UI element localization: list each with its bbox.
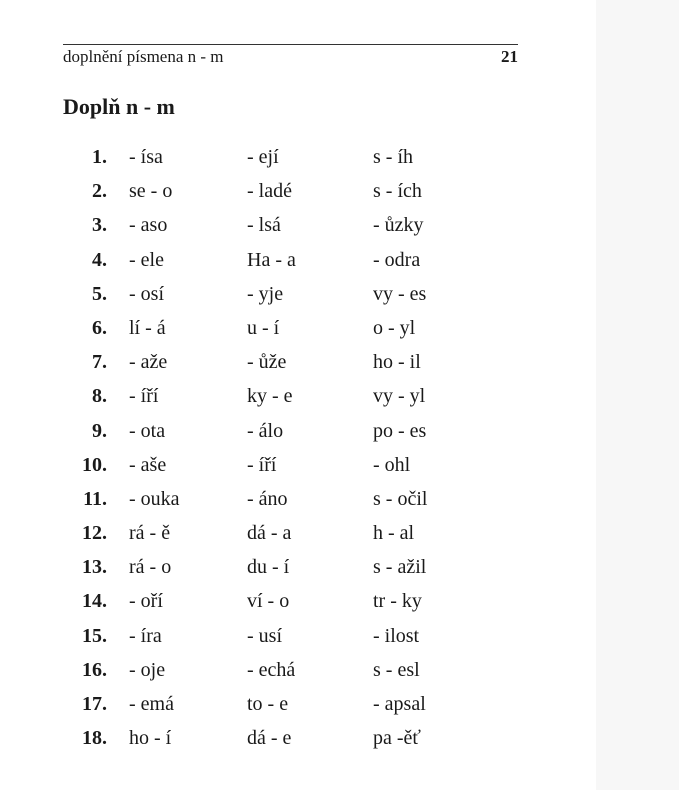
word-col-2: - echá (247, 658, 296, 681)
word-col-1: - íří (129, 385, 159, 408)
word-col-3: - ohl (373, 453, 411, 476)
row-number: 7. (92, 351, 107, 374)
word-col-3: - odra (373, 248, 421, 271)
word-col-1: - aže (129, 351, 168, 374)
row-number: 13. (82, 556, 107, 579)
row-number: 1. (92, 146, 107, 168)
word-col-1: - íra (129, 624, 162, 647)
page-number: 21 (501, 47, 518, 66)
word-col-3: vy - es (373, 282, 427, 305)
word-col-3: h - al (373, 522, 415, 545)
word-col-2: Ha - a (247, 248, 296, 271)
word-col-1: - emá (129, 693, 174, 715)
exercise-row (63, 488, 483, 522)
page-edge (596, 0, 679, 790)
row-number: 11. (83, 487, 107, 510)
row-number: 10. (82, 453, 107, 476)
row-number: 18. (82, 727, 107, 750)
word-col-3: - ůzky (373, 214, 424, 237)
word-col-2: - íří (247, 453, 277, 476)
word-col-2: - usí (247, 624, 282, 647)
page-header (63, 44, 518, 69)
word-col-2: to - e (247, 693, 289, 715)
word-col-1: rá - o (129, 556, 172, 579)
row-number: 3. (92, 214, 107, 237)
word-col-3: pa -ěť (373, 727, 421, 750)
word-col-1: - oří (129, 590, 163, 613)
exercise-row (63, 351, 483, 385)
exercise-row (63, 625, 483, 659)
exercise-row (63, 317, 483, 351)
section-title: doplnění písmena n - m (63, 47, 224, 66)
row-number: 4. (92, 248, 107, 271)
word-col-2: u - í (247, 316, 280, 339)
row-number: 16. (82, 658, 107, 681)
word-col-1: rá - ě (129, 522, 171, 545)
row-number: 9. (92, 419, 107, 442)
word-col-1: se - o (129, 180, 173, 203)
exercise-row (63, 522, 483, 556)
word-col-1: ho - í (129, 727, 172, 750)
exercise-row (63, 454, 483, 488)
word-col-3: - apsal (373, 693, 426, 715)
exercise-row (63, 556, 483, 590)
row-number: 5. (92, 282, 107, 305)
word-col-2: - ůže (247, 351, 287, 374)
word-col-1: - aso (129, 214, 168, 237)
exercise-title: Doplň n - m (63, 94, 175, 119)
row-number: 17. (82, 693, 107, 715)
word-col-1: - oje (129, 658, 166, 681)
word-col-2: - ladé (247, 180, 292, 203)
exercise-row (63, 146, 483, 180)
exercise-row (63, 727, 483, 761)
word-col-2: - álo (247, 419, 284, 442)
word-col-2: - lsá (247, 214, 281, 237)
exercise-row (63, 180, 483, 214)
word-col-3: vy - yl (373, 385, 426, 408)
word-col-3: s - íh (373, 146, 413, 168)
exercise-list (63, 146, 483, 761)
exercise-row (63, 420, 483, 454)
exercise-row (63, 214, 483, 248)
word-col-3: - ilost (373, 624, 420, 647)
word-col-1: - ele (129, 248, 164, 271)
exercise-row (63, 283, 483, 317)
row-number: 14. (82, 590, 107, 613)
word-col-3: s - očil (373, 487, 428, 510)
word-col-3: s - ažil (373, 556, 427, 579)
word-col-1: lí - á (129, 316, 166, 339)
exercise-row (63, 385, 483, 419)
word-col-3: po - es (373, 419, 427, 442)
word-col-2: dá - e (247, 727, 292, 750)
row-number: 6. (92, 316, 107, 339)
word-col-2: - áno (247, 487, 288, 510)
word-col-3: tr - ky (373, 590, 422, 613)
exercise-row (63, 249, 483, 283)
exercise-row (63, 659, 483, 693)
word-col-2: - yje (247, 282, 284, 305)
word-col-2: du - í (247, 556, 290, 579)
word-col-3: ho - il (373, 351, 421, 374)
word-col-1: - ouka (129, 487, 180, 510)
word-col-3: o - yl (373, 316, 416, 339)
word-col-2: dá - a (247, 522, 292, 545)
word-col-2: - ejí (247, 146, 279, 168)
word-col-2: ky - e (247, 385, 293, 408)
word-col-1: - ísa (129, 146, 163, 168)
exercise-row (63, 693, 483, 727)
word-col-1: - osí (129, 282, 164, 305)
row-number: 2. (92, 180, 107, 203)
word-col-1: - ota (129, 419, 166, 442)
word-col-2: ví - o (247, 590, 290, 613)
row-number: 15. (82, 624, 107, 647)
row-number: 12. (82, 522, 107, 545)
word-col-3: s - ích (373, 180, 422, 203)
word-col-3: s - esl (373, 658, 420, 681)
row-number: 8. (92, 385, 107, 408)
word-col-1: - aše (129, 453, 167, 476)
exercise-row (63, 590, 483, 624)
